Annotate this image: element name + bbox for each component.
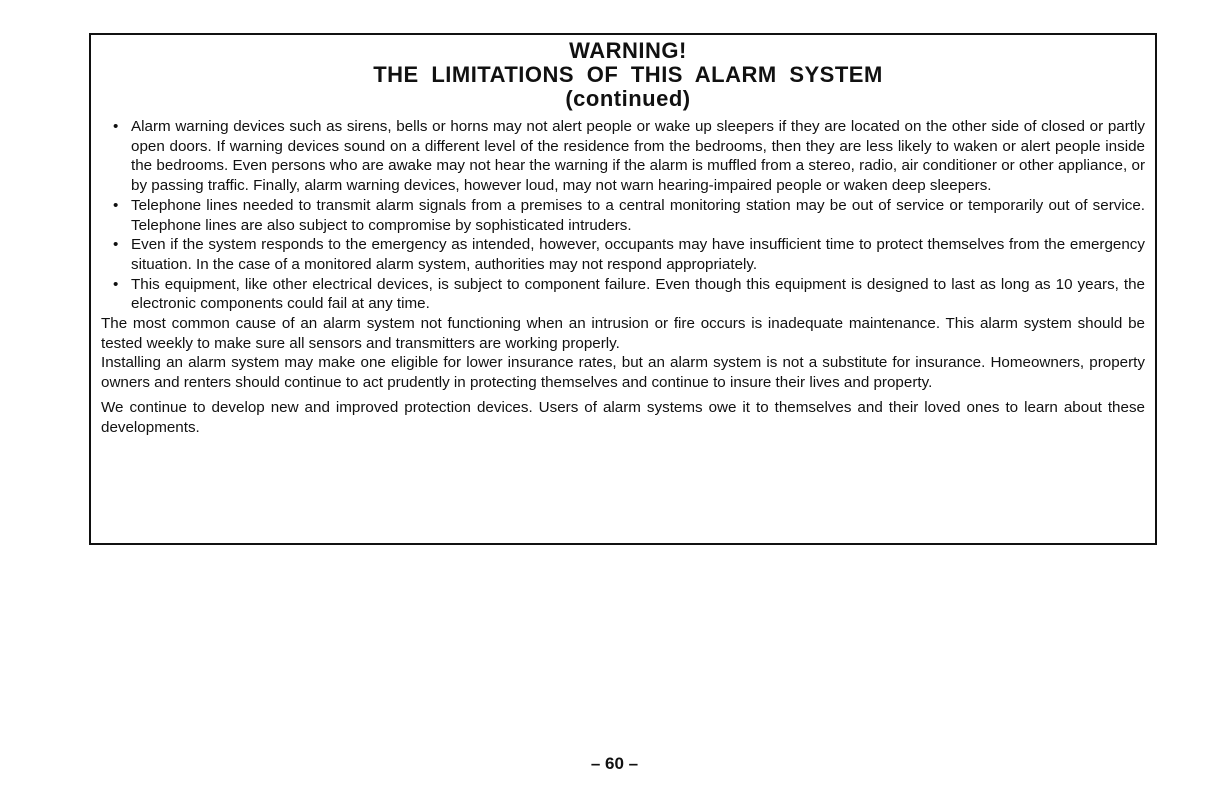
bullet-icon: • [113,236,119,254]
developments-paragraph: We continue to develop new and improved protection devices. Users of alarm systems owe it to themselves and their loved ones to learn about these developments. [101,398,1145,436]
list-item [111,275,1145,314]
warning-box [89,33,1157,545]
maintenance-paragraph: The most common cause of an alarm system not functioning when an intrusion or fire occurs is inadequate maintenance. This alarm system should be tested weekly to make sure all sensors and transmitters are working properly. [101,315,1145,352]
limitations-list [111,117,1145,314]
bullet-icon: • [113,118,119,135]
continued-heading: (continued) [565,86,691,111]
list-item [111,117,1145,196]
list-item-text: This equipment, like other electrical devices, is subject to component failure. Even though this equipment is designed to last as long as 10 years, the electronic components could fail at any time. [131,275,1145,313]
bullet-icon: • [113,275,119,293]
warning-heading: WARNING! [569,38,687,63]
list-item-text: Even if the system responds to the emergency as intended, however, occupants may have insufficient time to protect themselves from the emergency situation. In the case of a monitored alarm system, authorities may not respond appropriately. [131,236,1145,273]
insurance-paragraph: Installing an alarm system may make one eligible for lower insurance rates, but an alarm system is not a substitute for insurance. Homeowners, property owners and renters should continue to act prudently in protecting themselves and continue to insure their lives and property. [101,354,1145,392]
limitations-heading: THE LIMITATIONS OF THIS ALARM SYSTEM [373,62,883,87]
page-number: – 60 – [590,754,639,773]
list-item-text: Alarm warning devices such as sirens, bells or horns may not alert people or wake up sleepers if they are located on the other side of closed or partly open doors. If warning devices sound on a different level of the residence from the bedrooms, then they are less likely to waken or alert people inside the bedrooms. Even persons who are awake may not hear the warning if the alarm is muffled from a stereo, radio, air conditioner or other appliance, or by passing traffic. Finally, alarm warning devices, however loud, may not warn hearing-impaired people or waken deep sleepers. [131,118,1145,195]
list-item-text: Telephone lines needed to transmit alarm signals from a premises to a central monitoring station may be out of service or temporarily out of service. Telephone lines are also subject to compromise by sophisticated intruders. [131,196,1145,234]
bullet-icon: • [113,196,119,214]
list-item [111,196,1145,235]
list-item [111,235,1145,274]
